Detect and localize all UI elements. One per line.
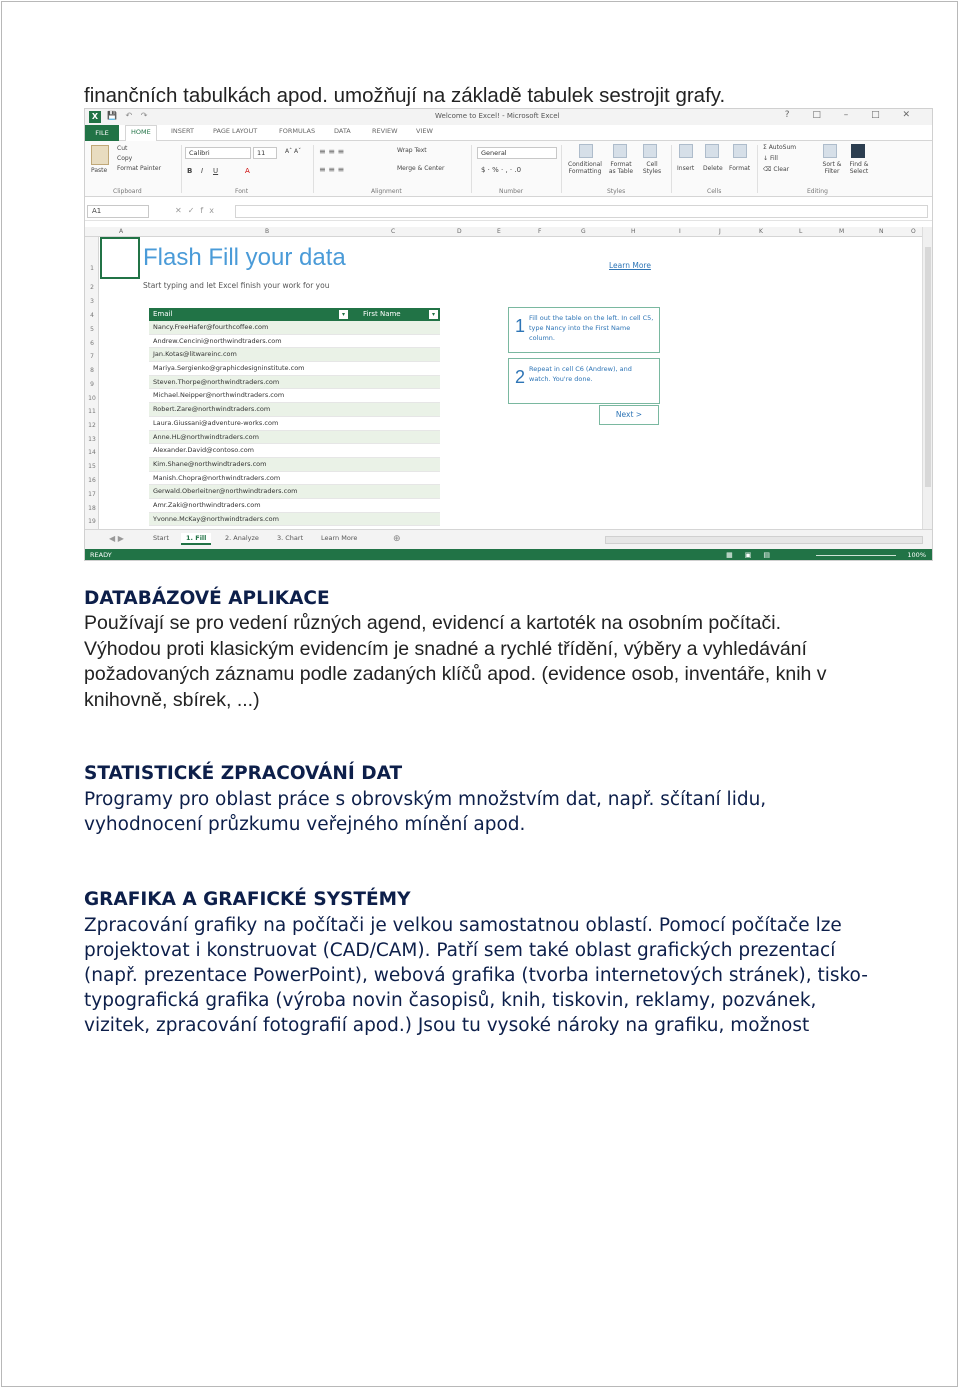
table-row[interactable]: Nancy.FreeHafer@fourthcoffee.com xyxy=(149,321,440,335)
table-row[interactable]: Gerwald.Oberleitner@northwindtraders.com xyxy=(149,485,440,499)
excel-screenshot xyxy=(84,108,933,561)
bold-icon[interactable]: B xyxy=(187,167,193,175)
autosum-button[interactable]: Σ AutoSum xyxy=(763,144,797,151)
format-cells-icon[interactable] xyxy=(733,144,747,158)
col-header[interactable]: B xyxy=(265,228,270,235)
table-body xyxy=(149,321,440,526)
learn-more-link[interactable]: Learn More xyxy=(609,261,651,270)
row-header[interactable]: 1 xyxy=(90,265,94,272)
col-header[interactable]: N xyxy=(879,228,884,235)
paragraph-line: knihovně, sbírek, ...) xyxy=(84,688,260,711)
tab-file[interactable]: FILE xyxy=(85,125,119,141)
add-sheet-icon[interactable]: ⊕ xyxy=(393,534,401,544)
tab-home[interactable]: HOME xyxy=(125,125,157,142)
zoom-level[interactable]: 100% xyxy=(907,551,926,559)
name-box[interactable]: A1 xyxy=(87,205,149,218)
insert-cells-icon[interactable] xyxy=(679,144,693,158)
view-buttons[interactable]: ▦▣▤ xyxy=(726,551,782,559)
flash-fill-steps xyxy=(508,307,660,409)
paragraph-line: Používají se pro vedení různých agend, evidencí a kartoték na osobním počítači. xyxy=(84,612,781,634)
col-header[interactable]: G xyxy=(581,228,586,235)
first-name-column-header: First Name xyxy=(363,310,401,318)
format-painter-button[interactable]: Format Painter xyxy=(117,165,162,172)
col-header[interactable]: D xyxy=(457,228,462,235)
align-top-icons[interactable]: ≡ ≡ ≡ xyxy=(319,147,345,156)
intro-line: finančních tabulkách apod. umožňují na základě tabulek sestrojit grafy. xyxy=(84,84,726,107)
paragraph-line: typografická grafika (výroba novin časopisů, knih, tiskovin, reklamy, pozvánek, xyxy=(84,990,817,1011)
col-header[interactable]: C xyxy=(391,228,396,235)
format-as-table-button[interactable]: Format as Table xyxy=(608,161,634,175)
status-ready: READY xyxy=(90,551,112,559)
table-row[interactable]: Anne.HL@northwindtraders.com xyxy=(149,431,440,445)
font-size-icons[interactable]: Aˆ Aˇ xyxy=(285,148,302,155)
row-header[interactable]: 13 xyxy=(88,436,96,443)
col-header[interactable]: H xyxy=(631,228,636,235)
row-header[interactable]: 18 xyxy=(88,505,96,512)
row-header[interactable]: 12 xyxy=(88,422,96,429)
wrap-text-button[interactable]: Wrap Text xyxy=(397,147,427,154)
window-title: Welcome to Excel! - Microsoft Excel xyxy=(435,112,560,120)
col-header[interactable]: O xyxy=(911,228,916,235)
step-2 xyxy=(508,358,660,404)
cells-group-label: Cells xyxy=(707,188,722,195)
fill-button[interactable]: ↓ Fill xyxy=(763,155,778,162)
tab-data[interactable]: DATA xyxy=(334,127,351,135)
format-cells-button[interactable]: Format xyxy=(729,165,751,172)
sheet-tab-chart[interactable]: 3. Chart xyxy=(277,534,304,542)
font-name-select[interactable]: Calibri xyxy=(185,147,251,159)
col-header[interactable]: K xyxy=(759,228,763,235)
row-headers xyxy=(85,237,99,529)
table-row[interactable]: Robert.Zare@northwindtraders.com xyxy=(149,403,440,417)
step-text: Fill out the table on the left. In cell C5, type Nancy into the First Name column. xyxy=(529,314,654,342)
sheet-tab-fill[interactable]: 1. Fill xyxy=(181,533,211,545)
row-header[interactable]: 8 xyxy=(90,367,94,374)
formula-input[interactable] xyxy=(235,205,928,218)
paragraph-line: projektovat i konstruovat (CAD/CAM). Patří sem také oblast grafických prezentací xyxy=(84,940,836,961)
number-format-icons[interactable]: $ · % · , · .0 xyxy=(481,166,522,174)
conditional-formatting-icon[interactable] xyxy=(579,144,593,158)
table-row[interactable]: Steven.Thorpe@northwindtraders.com xyxy=(149,376,440,390)
sheet-nav-icons[interactable]: ◀ ▶ xyxy=(109,534,124,543)
cell-styles-icon[interactable] xyxy=(643,144,657,158)
cut-button[interactable]: Cut xyxy=(117,145,128,152)
step-number: 1 xyxy=(515,316,526,336)
fx-icon[interactable]: ✕✓fx xyxy=(175,206,220,215)
vertical-scrollbar[interactable] xyxy=(922,227,932,529)
ribbon xyxy=(85,141,932,197)
font-size-select[interactable]: 11 xyxy=(253,147,277,159)
copy-button[interactable]: Copy xyxy=(117,155,133,162)
excel-title-bar xyxy=(85,109,932,125)
delete-cells-icon[interactable] xyxy=(705,144,719,158)
sheet-tab-start[interactable]: Start xyxy=(153,534,169,542)
flash-fill-title: Flash Fill your data xyxy=(143,244,346,271)
filter-dropdown-icon[interactable]: ▾ xyxy=(339,310,348,319)
col-header[interactable]: J xyxy=(719,228,721,235)
table-row[interactable]: Laura.Giussani@adventure-works.com xyxy=(149,417,440,431)
col-header[interactable]: M xyxy=(839,228,845,235)
quick-access-icons[interactable]: 💾 ↶ ↷ xyxy=(107,111,151,120)
paragraph-line: Výhodou proti klasickým evidencím je snadné a rychlé třídění, výběry a vyhledávání xyxy=(84,637,807,660)
table-row[interactable]: Michael.Neipper@northwindtraders.com xyxy=(149,389,440,403)
underline-icon[interactable]: U xyxy=(213,167,219,175)
tab-review[interactable]: REVIEW xyxy=(372,127,398,135)
table-row[interactable]: Amr.Zaki@northwindtraders.com xyxy=(149,499,440,513)
paragraph-line: požadovaných záznamu podle zadaných klíčů apod. (evidence osob, inventáře, knih v xyxy=(84,663,827,685)
step-1 xyxy=(508,307,660,353)
paragraph-line: vizitek, zpracování fotografií apod.) Jsou tu vysoké nároky na grafiku, možnost xyxy=(84,1015,810,1036)
step-number: 2 xyxy=(515,367,526,387)
col-header[interactable]: A xyxy=(119,228,124,235)
paragraph-line: vyhodnocení průzkumu veřejného mínění apod. xyxy=(84,814,526,835)
sheet-tab-learn-more[interactable]: Learn More xyxy=(321,534,358,542)
row-header[interactable]: 3 xyxy=(90,298,94,305)
alignment-group-label: Alignment xyxy=(371,188,402,195)
find-select-button[interactable]: Find & Select xyxy=(849,161,869,175)
sort-filter-button[interactable]: Sort & Filter xyxy=(822,161,842,175)
section-paragraph xyxy=(84,913,884,1038)
table-row[interactable]: Kim.Shane@northwindtraders.com xyxy=(149,458,440,472)
section-heading: DATABÁZOVÉ APLIKACE xyxy=(84,588,330,609)
selected-cell[interactable] xyxy=(100,237,140,279)
align-icons[interactable]: ≡ ≡ ≡ xyxy=(319,165,345,174)
row-header[interactable]: 10 xyxy=(88,395,96,402)
section-heading: STATISTICKÉ ZPRACOVÁNÍ DAT xyxy=(84,763,403,784)
section-paragraph xyxy=(84,611,884,713)
clear-button[interactable]: ⌫ Clear xyxy=(763,166,790,173)
table-row[interactable]: Andrew.Cencini@northwindtraders.com xyxy=(149,335,440,349)
paste-icon[interactable] xyxy=(91,145,109,165)
flash-fill-subtitle: Start typing and let Excel finish your work for you xyxy=(143,281,330,290)
filter-dropdown-icon[interactable]: ▾ xyxy=(429,310,438,319)
table-row[interactable]: Mariya.Sergienko@graphicdesigninstitute.com xyxy=(149,362,440,376)
col-header[interactable]: I xyxy=(679,228,681,235)
paste-button[interactable]: Paste xyxy=(91,167,108,174)
binoculars-icon[interactable] xyxy=(851,144,865,158)
paragraph-line: Programy pro oblast práce s obrovským množstvím dat, např. sčítaní lidu, xyxy=(84,789,767,810)
status-bar xyxy=(85,549,932,561)
col-header[interactable]: L xyxy=(799,228,803,235)
ribbon-tabs xyxy=(85,125,932,141)
row-header[interactable]: 5 xyxy=(90,326,94,333)
table-row[interactable]: Yvonne.McKay@northwindtraders.com xyxy=(149,513,440,527)
sort-filter-icon[interactable] xyxy=(823,144,837,158)
tab-view[interactable]: VIEW xyxy=(416,127,433,135)
paragraph-line: Zpracování grafiky na počítači je velkou samostatnou oblastí. Pomocí počítače lze xyxy=(84,915,842,936)
sheet-tabs xyxy=(85,529,932,549)
number-format-select[interactable]: General xyxy=(477,147,557,159)
col-header[interactable]: F xyxy=(538,228,542,235)
email-column-header: Email xyxy=(153,310,173,318)
table-row[interactable]: Manish.Chopra@northwindtraders.com xyxy=(149,472,440,486)
section-heading: GRAFIKA A GRAFICKÉ SYSTÉMY xyxy=(84,889,411,910)
paragraph-line: (např. prezentace PowerPoint), webová grafika (tvorba internetových stránek), tisko- xyxy=(84,965,868,986)
row-header[interactable]: 15 xyxy=(88,463,96,470)
column-headers xyxy=(85,227,932,237)
styles-group-label: Styles xyxy=(607,188,626,195)
number-group-label: Number xyxy=(499,188,524,195)
merge-center-button[interactable]: Merge & Center xyxy=(397,165,445,172)
email-table xyxy=(149,308,440,526)
row-header[interactable]: 6 xyxy=(90,340,94,347)
row-header[interactable]: 16 xyxy=(88,477,96,484)
delete-cells-button[interactable]: Delete xyxy=(703,165,723,172)
row-header[interactable]: 19 xyxy=(88,518,96,525)
col-header[interactable]: E xyxy=(497,228,501,235)
row-header[interactable]: 4 xyxy=(90,312,94,319)
insert-cells-button[interactable]: Insert xyxy=(677,165,695,172)
tab-insert[interactable]: INSERT xyxy=(171,127,195,135)
zoom-slider[interactable] xyxy=(816,555,896,556)
clipboard-group-label: Clipboard xyxy=(113,188,142,195)
next-button[interactable]: Next > xyxy=(599,405,659,425)
editing-group-label: Editing xyxy=(807,188,828,195)
table-row[interactable]: Jan.Kotas@litwareinc.com xyxy=(149,348,440,362)
formula-bar xyxy=(85,201,932,221)
horizontal-scrollbar[interactable] xyxy=(605,536,923,544)
step-text: Repeat in cell C6 (Andrew), and watch. You're done. xyxy=(529,365,632,383)
sheet-tab-analyze[interactable]: 2. Analyze xyxy=(225,534,259,542)
italic-icon[interactable]: I xyxy=(201,167,204,175)
section-paragraph xyxy=(84,787,884,837)
row-header[interactable]: 7 xyxy=(90,353,94,360)
format-as-table-icon[interactable] xyxy=(613,144,627,158)
excel-app-icon: X xyxy=(89,111,101,123)
table-header xyxy=(149,308,440,321)
window-controls[interactable]: ? □ – □ ✕ xyxy=(784,110,920,120)
cell-styles-button[interactable]: Cell Styles xyxy=(642,161,662,175)
font-group-label: Font xyxy=(235,188,249,195)
tab-page-layout[interactable]: PAGE LAYOUT xyxy=(213,127,258,135)
row-header[interactable]: 14 xyxy=(88,449,96,456)
tab-formulas[interactable]: FORMULAS xyxy=(279,127,316,135)
scrollbar-thumb[interactable] xyxy=(925,247,931,487)
conditional-formatting-button[interactable]: Conditional Formatting xyxy=(568,161,602,175)
row-header[interactable]: 11 xyxy=(88,408,96,415)
row-header[interactable]: 17 xyxy=(88,491,96,498)
font-color-icon[interactable]: A xyxy=(245,167,250,175)
row-header[interactable]: 2 xyxy=(90,284,94,291)
row-header[interactable]: 9 xyxy=(90,381,94,388)
table-row[interactable]: Alexander.David@contoso.com xyxy=(149,444,440,458)
